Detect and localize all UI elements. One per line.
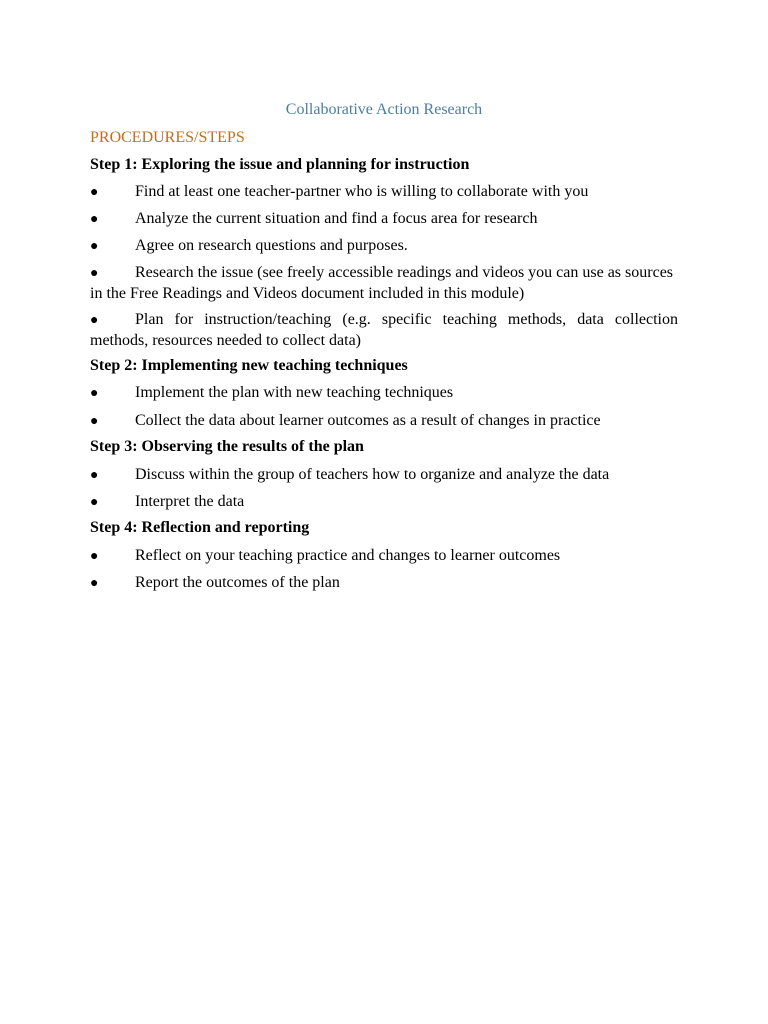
list-item (90, 383, 678, 404)
bullet-icon: ● (90, 468, 99, 483)
list-item-text: Research the issue (see freely accessible readings and videos you can use as sources in the Free Readings and Videos document included in this module) (90, 264, 674, 302)
list-item-text: Interpret the data (135, 493, 245, 510)
list-item-text: Collect the data about learner outcomes as a result of changes in practice (135, 412, 601, 429)
bullet-icon: ● (90, 185, 99, 200)
list-item (90, 546, 678, 567)
bullet-icon: ● (90, 266, 99, 281)
list-item (90, 182, 678, 203)
list-item (90, 263, 678, 304)
procedures-heading: PROCEDURES/STEPS (90, 129, 245, 146)
bullet-icon: ● (90, 495, 99, 510)
list-item (90, 209, 678, 230)
list-item (90, 310, 678, 351)
step-4-heading: Step 4: Reflection and reporting (90, 519, 310, 536)
list-item-text: Plan for instruction/teaching (e.g. specific teaching methods, data collection methods, resources needed to collect data) (90, 311, 678, 349)
bullet-icon: ● (90, 239, 99, 254)
step-1-heading: Step 1: Exploring the issue and planning for instruction (90, 156, 470, 173)
bullet-icon: ● (90, 313, 99, 328)
list-item (90, 492, 678, 513)
list-item-text: Implement the plan with new teaching techniques (135, 384, 454, 401)
step-3-heading: Step 3: Observing the results of the plan (90, 438, 364, 455)
list-item (90, 573, 678, 594)
list-item (90, 411, 678, 432)
list-item (90, 465, 678, 486)
list-item-text: Discuss within the group of teachers how to organize and analyze the data (135, 466, 610, 483)
list-item-text: Report the outcomes of the plan (135, 574, 340, 591)
bullet-icon: ● (90, 212, 99, 227)
list-item-text: Find at least one teacher-partner who is willing to collaborate with you (135, 183, 589, 200)
bullet-icon: ● (90, 386, 99, 401)
list-item-text: Reflect on your teaching practice and changes to learner outcomes (135, 547, 561, 564)
bullet-icon: ● (90, 549, 99, 564)
list-item (90, 236, 678, 257)
list-item-text: Analyze the current situation and find a focus area for research (135, 210, 538, 227)
list-item-text: Agree on research questions and purposes. (135, 237, 408, 254)
bullet-icon: ● (90, 576, 99, 591)
step-2-heading: Step 2: Implementing new teaching techniques (90, 357, 408, 374)
document-title: Collaborative Action Research (285, 101, 483, 118)
bullet-icon: ● (90, 414, 99, 429)
